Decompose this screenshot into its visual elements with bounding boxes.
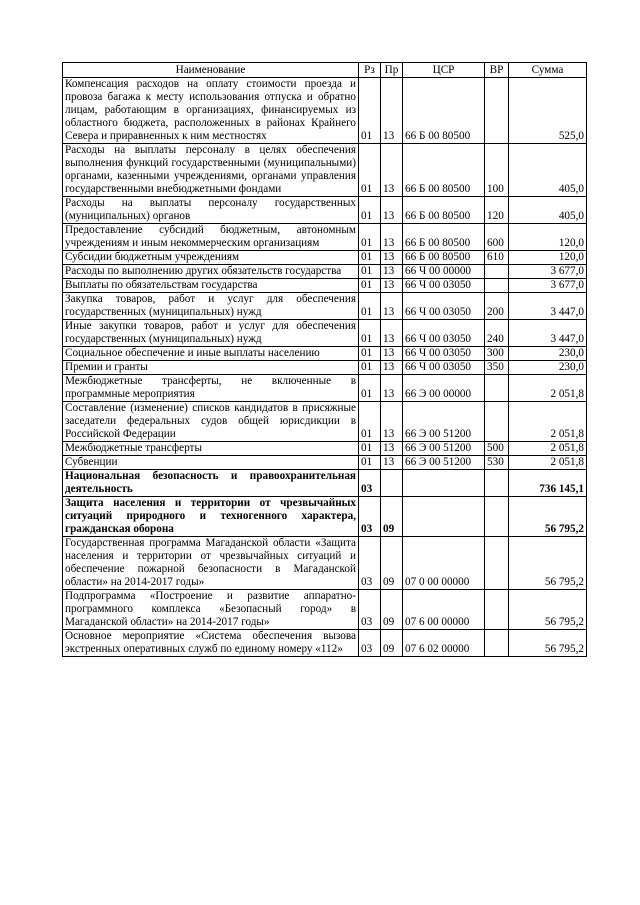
row-rz-cell: 01 [359, 347, 381, 361]
row-vr-cell [485, 590, 509, 630]
row-pr-cell: 13 [381, 402, 403, 442]
row-name-cell: Расходы по выполнению других обязательств государства [63, 265, 359, 279]
row-vr-cell: 240 [485, 320, 509, 347]
row-name-cell: Основное мероприятие «Система обеспечения вызова экстренных оперативных служб по единому номеру «112» [63, 630, 359, 657]
header-pr: Пр [381, 63, 403, 78]
row-csr-cell: 07 6 00 00000 [403, 590, 485, 630]
table-row [63, 78, 587, 144]
row-sum-cell: 230,0 [509, 361, 587, 375]
table-row [63, 590, 587, 630]
row-sum-cell: 120,0 [509, 224, 587, 251]
row-pr-cell: 13 [381, 293, 403, 320]
row-vr-cell: 120 [485, 197, 509, 224]
row-rz-cell: 03 [359, 630, 381, 657]
row-csr-cell: 66 Э 00 51200 [403, 442, 485, 456]
row-sum-cell: 56 795,2 [509, 537, 587, 590]
row-pr-cell: 09 [381, 590, 403, 630]
row-sum-cell: 230,0 [509, 347, 587, 361]
header-csr: ЦСР [403, 63, 485, 78]
row-pr-cell: 13 [381, 347, 403, 361]
row-name-cell: Подпрограмма «Построение и развитие аппаратно-программного комплекса «Безопасный город» в Магаданской области» на 2014-2017 годы» [63, 590, 359, 630]
row-name-cell: Межбюджетные трансферты [63, 442, 359, 456]
row-csr-cell: 66 Б 00 80500 [403, 224, 485, 251]
row-csr-cell: 66 Б 00 80500 [403, 78, 485, 144]
row-sum-cell: 3 447,0 [509, 293, 587, 320]
row-sum-cell: 525,0 [509, 78, 587, 144]
row-pr-cell: 13 [381, 197, 403, 224]
row-pr-cell: 09 [381, 630, 403, 657]
table-row [63, 320, 587, 347]
row-name-cell: Государственная программа Магаданской области «Защита населения и территории от чрезвычайных ситуаций и обеспечение пожарной безопасности в Магаданской области» на 2014-2017 годы» [63, 537, 359, 590]
row-sum-cell: 3 677,0 [509, 279, 587, 293]
row-pr-cell: 13 [381, 265, 403, 279]
row-csr-cell: 66 Ч 00 03050 [403, 320, 485, 347]
row-sum-cell: 3 677,0 [509, 265, 587, 279]
row-sum-cell: 2 051,8 [509, 456, 587, 470]
row-sum-cell: 56 795,2 [509, 630, 587, 657]
row-pr-cell: 13 [381, 361, 403, 375]
table-row [63, 224, 587, 251]
row-name-cell: Субвенции [63, 456, 359, 470]
row-csr-cell: 66 Б 00 80500 [403, 251, 485, 265]
row-pr-cell: 13 [381, 78, 403, 144]
table-row [63, 279, 587, 293]
row-rz-cell: 03 [359, 497, 381, 537]
row-pr-cell: 13 [381, 251, 403, 265]
row-csr-cell [403, 497, 485, 537]
row-rz-cell: 01 [359, 375, 381, 402]
row-rz-cell: 01 [359, 144, 381, 197]
table-row [63, 347, 587, 361]
row-vr-cell: 600 [485, 224, 509, 251]
row-name-cell: Защита населения и территории от чрезвычайных ситуаций природного и техногенного характера, гражданская оборона [63, 497, 359, 537]
row-vr-cell [485, 497, 509, 537]
row-name-cell: Компенсация расходов на оплату стоимости проезда и провоза багажа к месту использования отпуска и обратно лицам, работающим в организациях, финансируемых из областного бюджета, расположенных в районах Крайнего Севера и приравненных к ним местностях [63, 78, 359, 144]
table-row [63, 144, 587, 197]
row-pr-cell: 13 [381, 279, 403, 293]
row-pr-cell: 13 [381, 224, 403, 251]
row-name-cell: Закупка товаров, работ и услуг для обеспечения государственных (муниципальных) нужд [63, 293, 359, 320]
row-name-cell: Социальное обеспечение и иные выплаты населению [63, 347, 359, 361]
row-sum-cell: 56 795,2 [509, 497, 587, 537]
table-row [63, 630, 587, 657]
row-rz-cell: 03 [359, 470, 381, 497]
row-rz-cell: 01 [359, 456, 381, 470]
table-row [63, 470, 587, 497]
row-rz-cell: 01 [359, 78, 381, 144]
row-csr-cell: 66 Б 00 80500 [403, 144, 485, 197]
table-row [63, 442, 587, 456]
row-rz-cell: 01 [359, 265, 381, 279]
row-pr-cell [381, 470, 403, 497]
row-vr-cell [485, 265, 509, 279]
row-csr-cell: 66 Э 00 51200 [403, 456, 485, 470]
row-csr-cell: 66 Ч 00 03050 [403, 347, 485, 361]
row-pr-cell: 13 [381, 375, 403, 402]
document-page [62, 62, 586, 657]
row-vr-cell [485, 630, 509, 657]
row-sum-cell: 3 447,0 [509, 320, 587, 347]
row-rz-cell: 01 [359, 361, 381, 375]
row-vr-cell [485, 537, 509, 590]
row-pr-cell: 13 [381, 456, 403, 470]
row-csr-cell: 66 Б 00 80500 [403, 197, 485, 224]
row-rz-cell: 01 [359, 402, 381, 442]
row-name-cell: Национальная безопасность и правоохранительная деятельность [63, 470, 359, 497]
row-vr-cell: 200 [485, 293, 509, 320]
row-sum-cell: 736 145,1 [509, 470, 587, 497]
table-row [63, 293, 587, 320]
table-row [63, 456, 587, 470]
row-csr-cell: 66 Ч 00 00000 [403, 265, 485, 279]
table-row [63, 402, 587, 442]
row-pr-cell: 09 [381, 497, 403, 537]
row-vr-cell [485, 375, 509, 402]
row-pr-cell: 09 [381, 537, 403, 590]
header-rz: Рз [359, 63, 381, 78]
row-vr-cell: 500 [485, 442, 509, 456]
table-row [63, 361, 587, 375]
row-rz-cell: 01 [359, 279, 381, 293]
row-vr-cell: 100 [485, 144, 509, 197]
row-rz-cell: 01 [359, 251, 381, 265]
row-sum-cell: 405,0 [509, 197, 587, 224]
row-vr-cell [485, 279, 509, 293]
row-rz-cell: 01 [359, 320, 381, 347]
row-rz-cell: 01 [359, 224, 381, 251]
row-name-cell: Выплаты по обязательствам государства [63, 279, 359, 293]
row-csr-cell: 66 Ч 00 03050 [403, 361, 485, 375]
row-csr-cell: 66 Ч 00 03050 [403, 279, 485, 293]
row-csr-cell [403, 470, 485, 497]
table-row [63, 265, 587, 279]
row-name-cell: Предоставление субсидий бюджетным, автономным учреждениям и иным некоммерческим организациям [63, 224, 359, 251]
row-sum-cell: 405,0 [509, 144, 587, 197]
row-vr-cell [485, 470, 509, 497]
row-name-cell: Иные закупки товаров, работ и услуг для обеспечения государственных (муниципальных) нужд [63, 320, 359, 347]
row-csr-cell: 66 Э 00 51200 [403, 402, 485, 442]
header-row [63, 63, 587, 78]
row-vr-cell: 350 [485, 361, 509, 375]
row-name-cell: Расходы на выплаты персоналу государственных (муниципальных) органов [63, 197, 359, 224]
row-vr-cell: 300 [485, 347, 509, 361]
row-rz-cell: 01 [359, 442, 381, 456]
row-csr-cell: 66 Э 00 00000 [403, 375, 485, 402]
row-rz-cell: 03 [359, 537, 381, 590]
row-pr-cell: 13 [381, 320, 403, 347]
row-rz-cell: 01 [359, 197, 381, 224]
row-rz-cell: 01 [359, 293, 381, 320]
row-csr-cell: 07 6 02 00000 [403, 630, 485, 657]
budget-table [62, 62, 587, 657]
row-name-cell: Расходы на выплаты персоналу в целях обеспечения выполнения функций государственными (муниципальными) органами, казенными учреждениями, органами управления государственными внебюджетными фондами [63, 144, 359, 197]
row-sum-cell: 56 795,2 [509, 590, 587, 630]
row-name-cell: Межбюджетные трансферты, не включенные в программные мероприятия [63, 375, 359, 402]
header-vr: ВР [485, 63, 509, 78]
row-name-cell: Составление (изменение) списков кандидатов в присяжные заседатели федеральных судов общей юрисдикции в Российской Федерации [63, 402, 359, 442]
row-vr-cell: 610 [485, 251, 509, 265]
row-pr-cell: 13 [381, 144, 403, 197]
row-pr-cell: 13 [381, 442, 403, 456]
row-name-cell: Субсидии бюджетным учреждениям [63, 251, 359, 265]
table-row [63, 537, 587, 590]
row-vr-cell [485, 402, 509, 442]
row-sum-cell: 120,0 [509, 251, 587, 265]
header-name: Наименование [63, 63, 359, 78]
row-name-cell: Премии и гранты [63, 361, 359, 375]
table-row [63, 497, 587, 537]
table-row [63, 375, 587, 402]
table-row [63, 197, 587, 224]
row-vr-cell: 530 [485, 456, 509, 470]
row-csr-cell: 66 Ч 00 03050 [403, 293, 485, 320]
table-row [63, 251, 587, 265]
row-vr-cell [485, 78, 509, 144]
row-sum-cell: 2 051,8 [509, 442, 587, 456]
row-sum-cell: 2 051,8 [509, 402, 587, 442]
row-sum-cell: 2 051,8 [509, 375, 587, 402]
header-sum: Сумма [509, 63, 587, 78]
row-csr-cell: 07 0 00 00000 [403, 537, 485, 590]
row-rz-cell: 03 [359, 590, 381, 630]
